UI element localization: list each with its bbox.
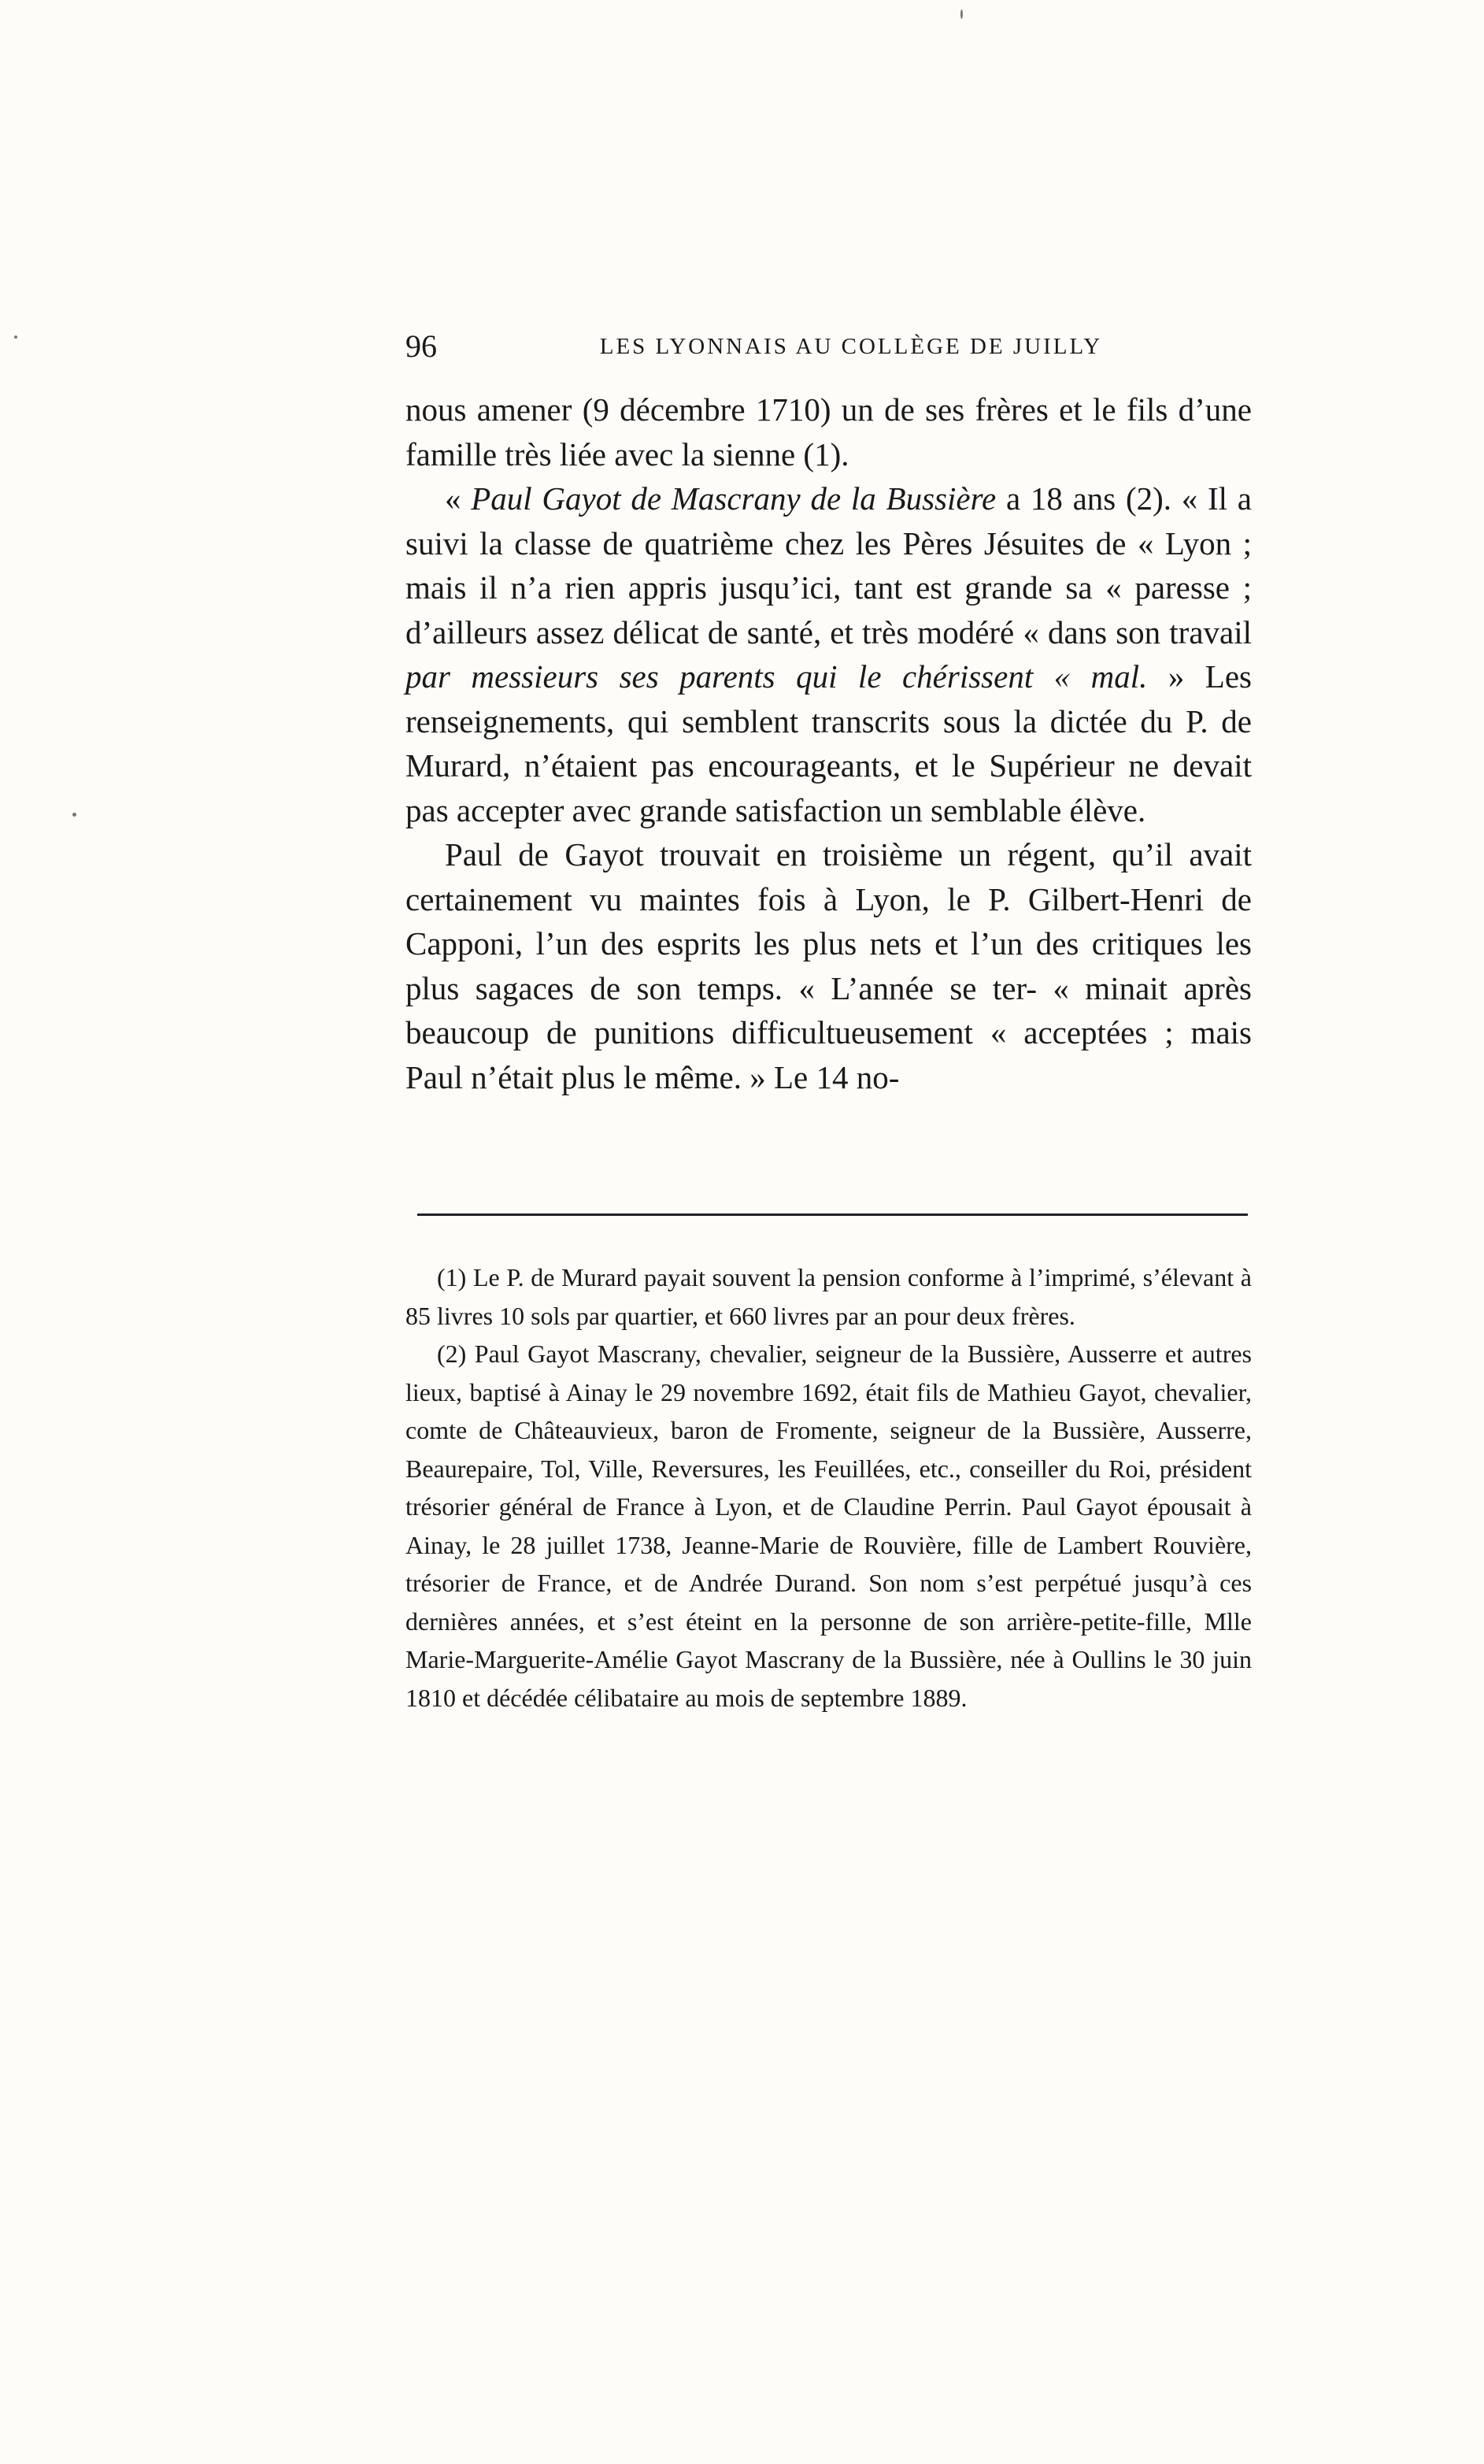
footnote-2: (2) Paul Gayot Mascrany, chevalier, seigneur de la Bussière, Ausserre et autres lieux, baptisé à Ainay le 29 novembre 1692, était fils de Mathieu Gayot, chevalier, comte de Châteauvieux, baron de Fromente, seigneur de la Bussière, Ausserre, Beaurepaire, Tol, Ville, Reversures, les Feuillées, etc., conseiller du Roi, président trésorier général de France à Lyon, et de Claudine Perrin. Paul Gayot épousait à Ainay, le 28 juillet 1738, Jeanne-Marie de Rouvière, fille de Lambert Rouvière, trésorier de France, et de Andrée Durand. Son nom s’est perpétué jusqu’à ces dernières années, et s’est éteint en la personne de son arrière-petite-fille, Mlle Marie-Marguerite-Amélie Gayot Mascrany de la Bussière, née à Oullins le 30 juin 1810 et décédée célibataire au mois de septembre 1889. <box>405 1339 1252 1712</box>
margin-speck <box>960 9 963 19</box>
paragraph-1: nous amener (9 décembre 1710) un de ses frères et le fils d’une famille très liée avec la sienne (1). <box>405 391 1252 472</box>
student-name: Paul Gayot de Mascrany de la Bussière <box>471 480 997 517</box>
paragraph-2-end: » Les renseignements, qui semblent transcrits sous la dictée du P. de Murard, n’étaient pas encourageants, et le Supérieur ne devait pas accepter avec grande satisfaction un semblable élève. <box>405 658 1253 828</box>
footnote-separator <box>417 1213 1248 1216</box>
running-title: LES LYONNAIS AU COLLÈGE DE JUILLY <box>599 334 1103 359</box>
footnotes <box>405 1258 1252 1717</box>
margin-speck <box>14 335 17 339</box>
paragraph-2-text: a 18 ans (2). « Il a suivi la classe de quatrième chez les Pères Jésuites de « Lyon ; mais il n’a rien appris jusqu’ici, tant est grande sa « paresse ; d’ailleurs assez délicat de santé, et très modéré « dans son travail <box>405 480 1252 650</box>
page-header <box>405 324 1249 369</box>
page-number: 96 <box>405 328 437 364</box>
margin-speck <box>72 813 76 817</box>
paragraph-2 <box>405 476 1252 832</box>
main-text <box>405 387 1252 1099</box>
quote-mark: « <box>445 480 472 517</box>
footnote-1: (1) Le P. de Murard payait souvent la pension conforme à l’imprimé, s’élevant à 85 livres 10 sols par quartier, et 660 livres par an pour deux frères. <box>405 1263 1252 1330</box>
paragraph-2-italic: par messieurs ses parents qui le chérissent « mal. <box>405 658 1148 695</box>
paragraph-3: Paul de Gayot trouvait en troisième un régent, qu’il avait certainement vu maintes fois à Lyon, le P. Gilbert-Henri de Capponi, l’un des esprits les plus nets et l’un des critiques les plus sagaces de son temps. « L’année se ter- « minait après beaucoup de punitions difficultueusement « acceptées ; mais Paul n’était plus le même. » Le 14 no- <box>405 836 1252 1095</box>
